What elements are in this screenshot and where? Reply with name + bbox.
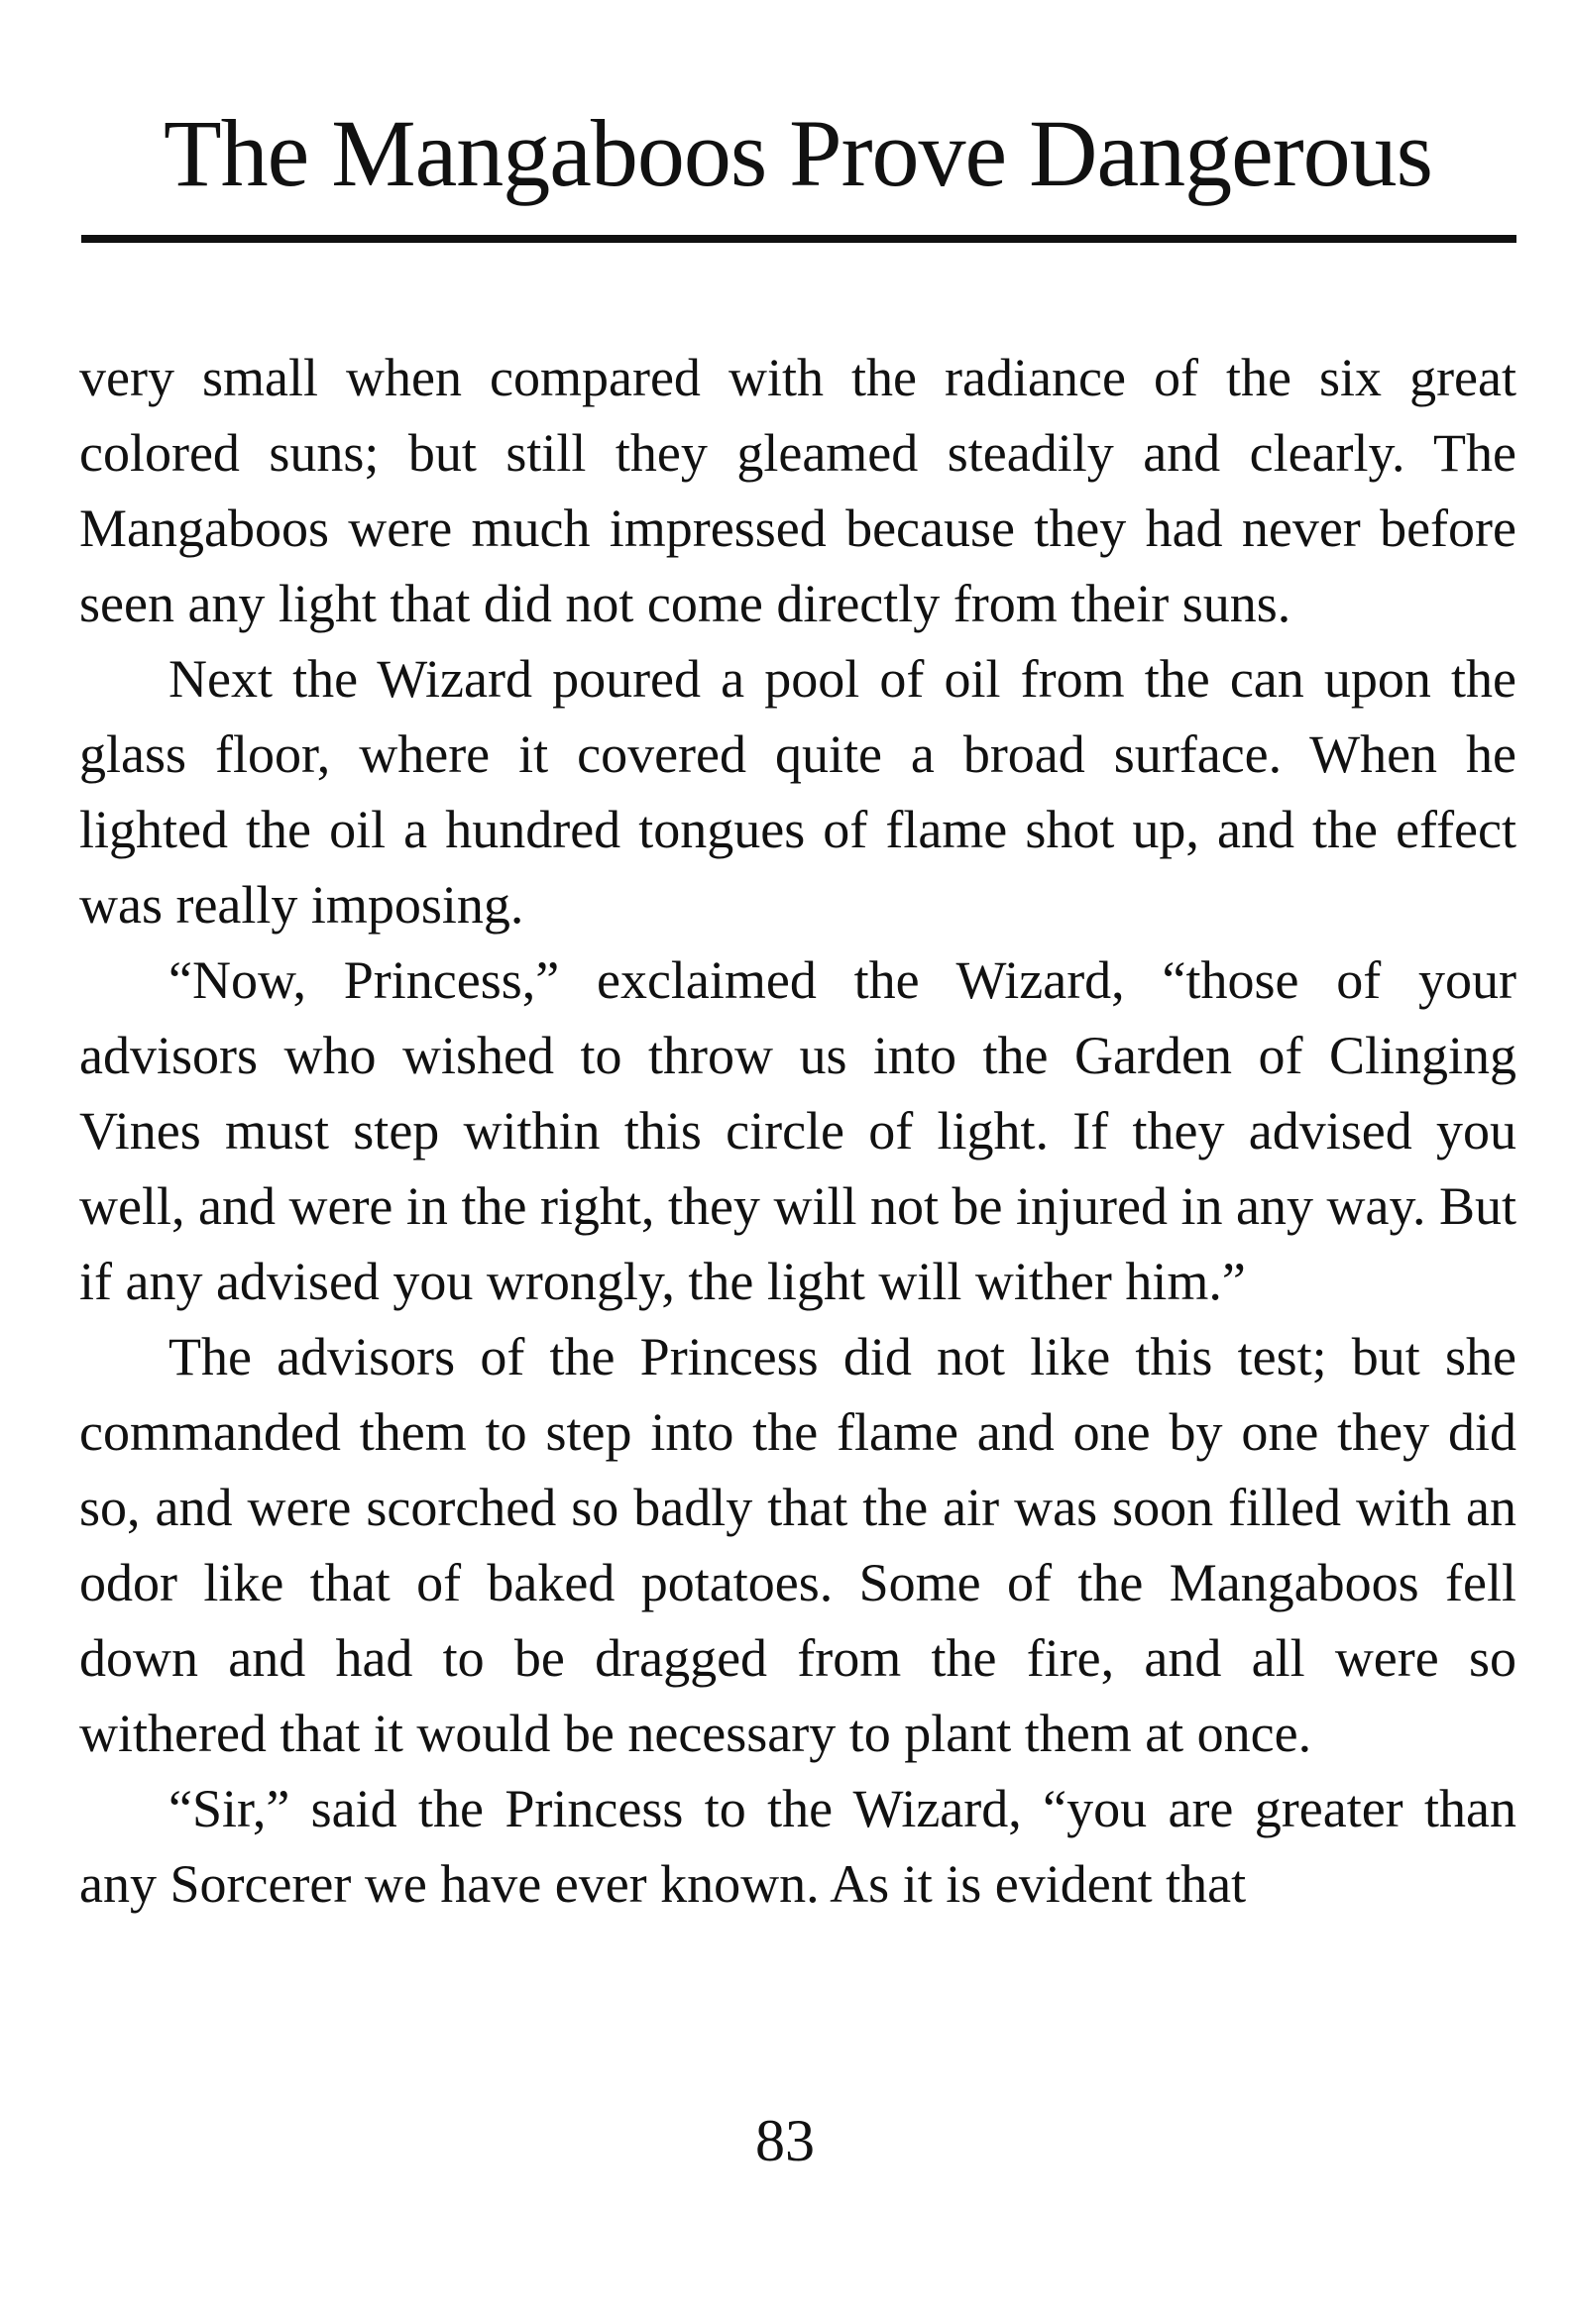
page-number: 83 [755,2108,815,2173]
header-rule [81,235,1516,243]
paragraph: “Now, Princess,” exclaimed the Wizard, “those of your advisors who wished to throw us into the Garden of Clinging Vines must step within this circle of light. If they advised you well, and were in the right, they will not be injured in any way. But if any advised you wrongly, the light will wither him.” [79,950,1516,1311]
running-title: The Mangaboos Prove Dangerous [163,100,1433,206]
paragraph: Next the Wizard poured a pool of oil from the can upon the glass floor, where it covered quite a broad surface. When he lighted the oil a hundred tongues of flame shot up, and the effect was really imposing. [79,649,1516,935]
paragraph: The advisors of the Princess did not like this test; but she commanded them to step into the flame and one by one they did so, and were scorched so badly that the air was soon filled with an odor like that of baked potatoes. Some of the Mangaboos fell down and had to be dragged from the fire, and all were so withered that it would be necessary to plant them at once. [79,1327,1516,1763]
body-text [79,340,1516,1922]
paragraph: “Sir,” said the Princess to the Wizard, “you are greater than any Sorcerer we have ever known. As it is evident that [79,1779,1516,1914]
paragraph: very small when compared with the radiance of the six great colored suns; but still they gleamed steadily and clearly. The Mangaboos were much impressed because they had never before seen any light that did not come directly from their suns. [79,348,1516,633]
